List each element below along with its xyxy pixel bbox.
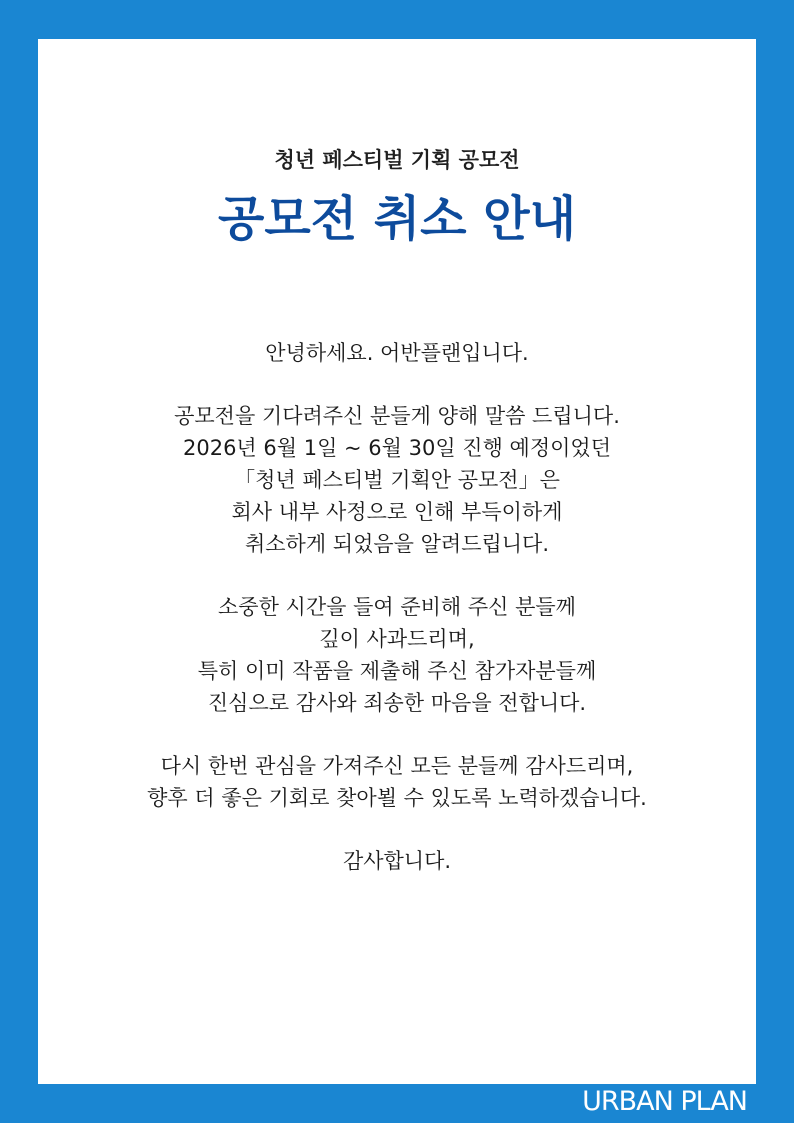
body-line: 「청년 페스티벌 기획안 공모전」은 [234,468,560,492]
body-line: 향후 더 좋은 기회로 찾아뵐 수 있도록 노력하겠습니다. [147,786,647,810]
notice-subtitle: 청년 페스티벌 기획 공모전 [274,148,520,172]
body-line: 공모전을 기다려주신 분들게 양해 말씀 드립니다. [174,404,620,428]
body-line: 감사합니다. [342,849,452,873]
notice-card [38,39,756,1084]
cancellation-paragraph [38,400,756,560]
body-line: 안녕하세요. 어반플랜입니다. [265,341,529,365]
thanks-paragraph [38,750,756,814]
greeting-paragraph [38,337,756,369]
body-line: 소중한 시간을 들여 준비해 주신 분들께 [218,595,576,619]
body-line: 다시 한번 관심을 가져주신 모든 분들께 감사드리며, [160,754,634,778]
body-line: 깊이 사과드리며, [319,627,475,651]
body-line: 진심으로 감사와 죄송한 마음을 전합니다. [207,691,587,715]
apology-paragraph [38,591,756,719]
body-line: 특히 이미 작품을 제출해 주신 참가자분들께 [197,659,597,683]
body-line: 2026년 6월 1일 ~ 6월 30일 진행 예정이었던 [182,436,611,460]
body-line: 취소하게 되었음을 알려드립니다. [244,532,550,556]
notice-title: 공모전 취소 안내 [218,191,576,247]
notice-body [38,337,756,908]
urban-plan-logo: URBAN PLAN [582,1086,747,1117]
closing-paragraph [38,845,756,877]
body-line: 회사 내부 사정으로 인해 부득이하게 [231,500,563,524]
